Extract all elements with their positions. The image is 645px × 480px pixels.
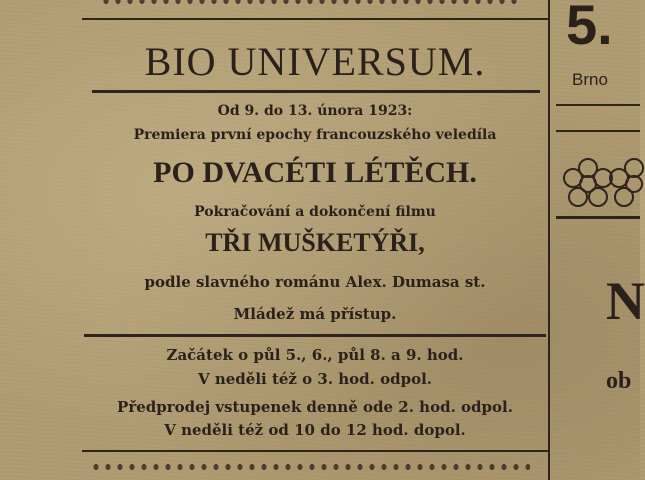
notice-premiere: Premiera první epochy francouzského veledíla — [133, 127, 497, 143]
ornament-top — [100, 0, 520, 8]
top-rule — [82, 18, 548, 20]
film-title-secondary: TŘI MUŠKETÝŘI, — [205, 228, 425, 257]
section-rule — [84, 334, 546, 337]
notice-dates: Od 9. do 13. února 1923: — [217, 103, 413, 119]
right-text-fragment: ob — [606, 368, 632, 394]
right-rule-1 — [556, 104, 640, 106]
showtimes-sunday: V neděli též o 3. hod. odpol. — [197, 370, 433, 388]
bottom-rule — [82, 450, 548, 452]
right-city-word: Brno — [572, 70, 608, 89]
notice-title: BIO UNIVERSUM. — [144, 39, 486, 84]
right-big-digit: 5. — [566, 0, 613, 56]
notice-continuation: Pokračování a dokončení filmu — [194, 204, 436, 220]
title-rule — [92, 90, 540, 93]
youth-admission: Mládež má přístup. — [233, 305, 397, 323]
presale-sunday: V neděli též od 10 do 12 hod. dopol. — [164, 421, 466, 439]
showtimes-weekday: Začátek o půl 5., 6., půl 8. a 9. hod. — [166, 346, 464, 364]
presale-daily: Předprodej vstupenek denně ode 2. hod. odpol. — [117, 398, 513, 416]
film-title-primary: PO DVACÉTI LÉTĚCH. — [153, 156, 477, 189]
rosette-icon — [556, 148, 640, 222]
right-rule-2 — [556, 130, 640, 132]
ornament-bottom — [90, 460, 530, 474]
novel-credit: podle slavného románu Alex. Dumasa st. — [144, 273, 486, 291]
right-headline-letter: N — [606, 271, 645, 331]
